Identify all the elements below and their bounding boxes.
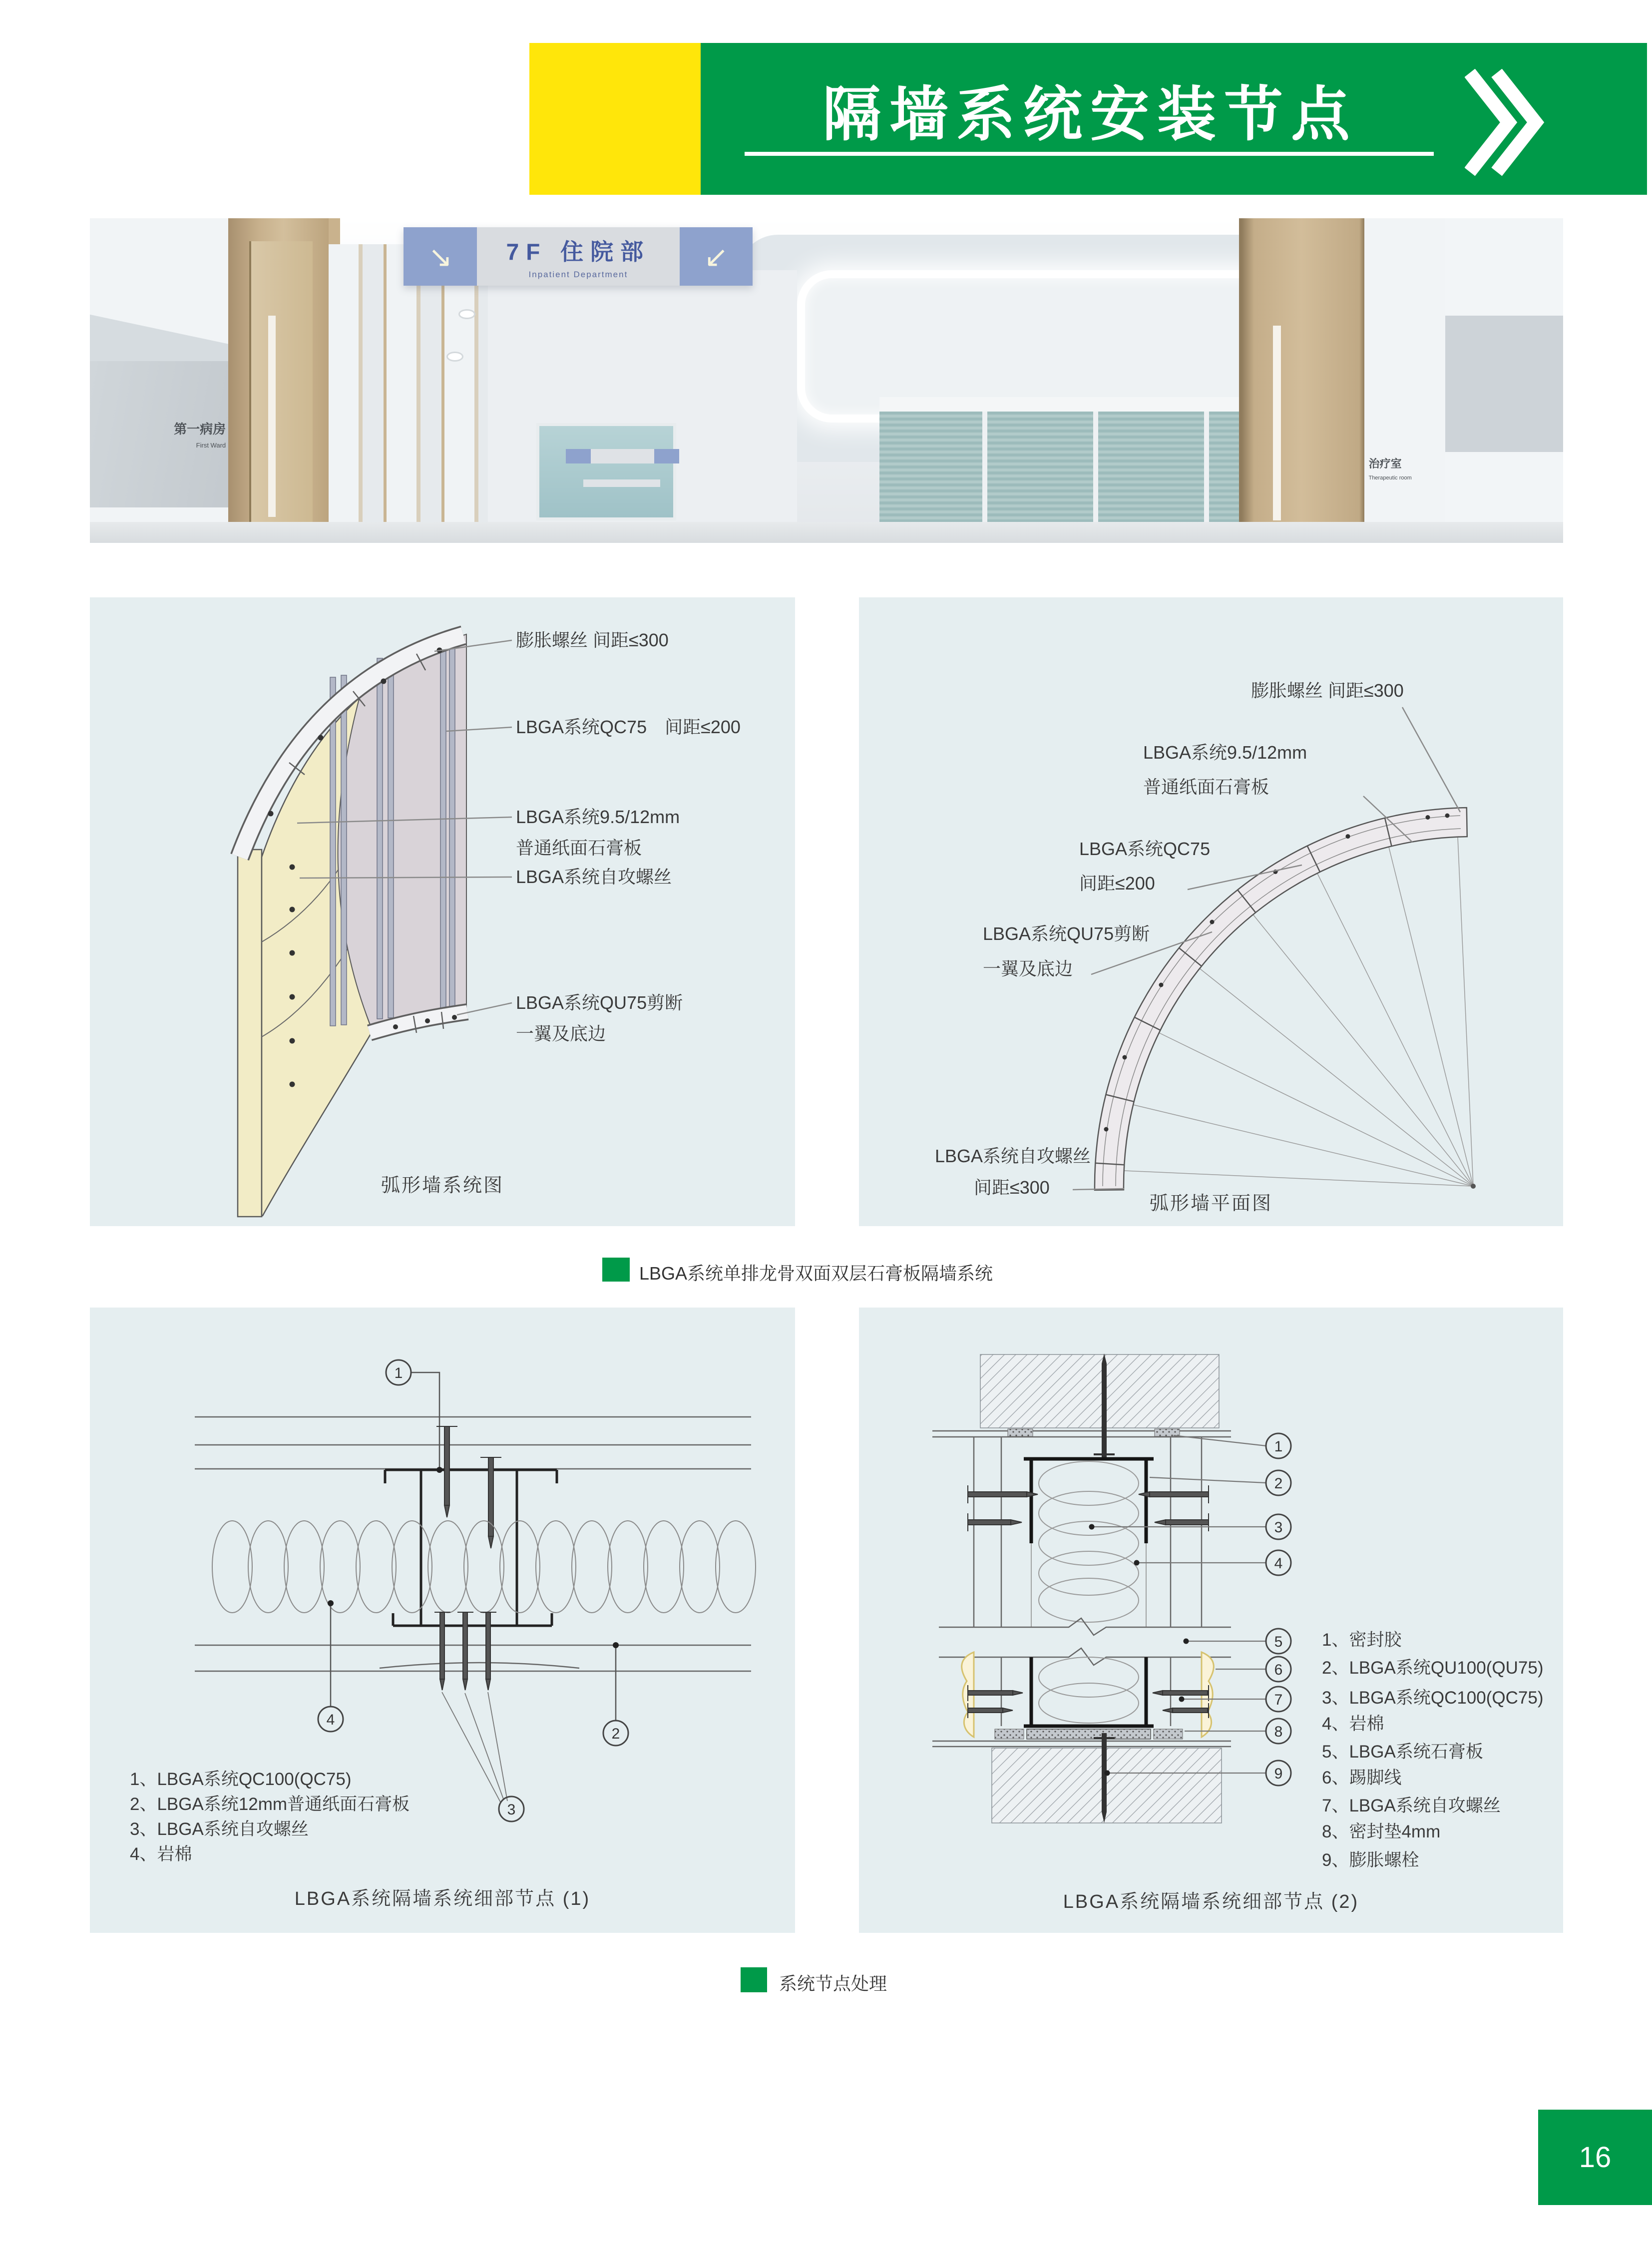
callout-number: 2	[1274, 1475, 1283, 1492]
legend-item: 1、密封胶	[1322, 1630, 1402, 1650]
photo-door-window	[268, 316, 276, 517]
callout-number: 2	[611, 1726, 620, 1742]
room-sign-text: 第一病房	[174, 422, 226, 437]
legend-item: 1、LBGA系统QC100(QC75)	[130, 1770, 352, 1789]
label-qu75-b: 一翼及底边	[983, 958, 1073, 979]
photo-floor	[90, 522, 1563, 543]
label-self-tapping-b: 间距≤300	[974, 1177, 1050, 1198]
sign-dept: 住院部	[560, 238, 651, 265]
green-bullet-square	[741, 1967, 767, 1992]
glass-mullion	[982, 412, 987, 525]
callout-number: 1	[1274, 1438, 1283, 1455]
callout-number: 3	[1274, 1519, 1283, 1536]
label-qc75: LBGA系统QC75 间距≤200	[516, 717, 741, 737]
green-bullet-square	[602, 1258, 630, 1282]
callout-number: 4	[1274, 1555, 1283, 1572]
label-self-tapping-a: LBGA系统自攻螺丝	[935, 1146, 1091, 1166]
callout-number: 1	[394, 1365, 403, 1381]
detail-node1-panel	[90, 1308, 795, 1933]
legend-item: 5、LBGA系统石膏板	[1322, 1742, 1483, 1762]
label-board-b: 普通纸面石膏板	[1143, 777, 1269, 797]
label-qu75-a: LBGA系统QU75剪断	[516, 992, 683, 1013]
arc-wall-plan-drawing	[859, 597, 1563, 1226]
label-board-a: LBGA系统9.5/12mm	[1143, 742, 1307, 763]
photo-right-door	[1239, 218, 1364, 543]
label-qc75-b: 间距≤200	[1079, 873, 1155, 894]
callout-number: 9	[1274, 1766, 1283, 1782]
legend-item: 8、密封垫4mm	[1322, 1822, 1441, 1841]
detail-node2-panel	[859, 1308, 1563, 1933]
photo-right-band	[1445, 316, 1563, 452]
photo-left-room-sign	[90, 361, 233, 507]
legend-item: 6、踢脚线	[1322, 1768, 1402, 1788]
legend-item: 2、LBGA系统12mm普通纸面石膏板	[130, 1794, 410, 1814]
page-title: 隔墙系统安装节点	[822, 82, 1358, 148]
ceiling-direction-sign	[404, 227, 753, 286]
callout-number: 6	[1274, 1662, 1283, 1678]
page-number-box	[1538, 2110, 1652, 2205]
legend-item: 9、膨胀螺栓	[1322, 1850, 1419, 1870]
ceiling-spot-light	[458, 309, 475, 319]
header-banner	[701, 43, 1647, 195]
callout-number: 3	[507, 1801, 516, 1818]
legend-item: 3、LBGA系统自攻螺丝	[130, 1819, 309, 1839]
glass-mullion	[1093, 412, 1098, 525]
legend-item: 4、岩棉	[130, 1844, 192, 1864]
label-board-b: 普通纸面石膏板	[516, 838, 642, 858]
room-sign-text-en: Therapeutic room	[1368, 475, 1412, 481]
arc-wall-system-drawing	[90, 597, 795, 1226]
sign-arrow-block	[654, 449, 679, 464]
callout-number: 4	[326, 1712, 335, 1728]
glass-mullion	[1204, 412, 1209, 525]
label-qu75-a: LBGA系统QU75剪断	[983, 923, 1150, 944]
sign-floor: 7F	[506, 238, 547, 265]
arc-wall-system-panel	[90, 597, 795, 1226]
corridor-photo	[90, 218, 1563, 543]
photo-corridor-doors	[329, 244, 489, 523]
legend-item: 3、LBGA系统QC100(QC75)	[1322, 1688, 1544, 1708]
sign-middle	[591, 449, 654, 464]
photo-right-room-sign	[1369, 426, 1437, 510]
legend-item: 4、岩棉	[1322, 1714, 1384, 1734]
callout-number: 8	[1274, 1724, 1283, 1740]
label-board-a: LBGA系统9.5/12mm	[516, 807, 680, 827]
callout-number: 5	[1274, 1634, 1283, 1650]
header-yellow-block	[529, 43, 701, 195]
sign-floor-dept	[506, 234, 650, 267]
photo-wood-door	[249, 241, 313, 543]
label-qc75-a: LBGA系统QC75	[1079, 839, 1211, 859]
sign-arrow-icon: ↘	[404, 227, 477, 286]
sign-dept-en: Inpatient Department	[528, 269, 628, 279]
panel-caption: LBGA系统隔墙系统细部节点 (2)	[1063, 1891, 1359, 1912]
double-chevron-icon	[1465, 69, 1545, 176]
photo-right-door-window	[1273, 326, 1281, 520]
callout-number: 7	[1274, 1692, 1283, 1708]
ceiling-direction-sign-far	[566, 449, 679, 464]
panel-caption: 弧形墙平面图	[1149, 1193, 1272, 1214]
room-sign-text-en: First Ward	[196, 442, 226, 449]
ceiling-direction-sign-farther	[583, 479, 660, 486]
section2-footer-label: 系统节点处理	[779, 1973, 887, 1994]
section1-footer-label: LBGA系统单排龙骨双面双层石膏板隔墙系统	[639, 1263, 993, 1284]
ceiling-spot-light	[446, 352, 463, 362]
room-sign-text: 治疗室	[1368, 457, 1402, 470]
label-self-tapping-screw: LBGA系统自攻螺丝	[516, 867, 672, 887]
page-number: 16	[1579, 2141, 1612, 2174]
legend-item: 7、LBGA系统自攻螺丝	[1322, 1796, 1501, 1815]
sign-arrow-block	[566, 449, 591, 464]
panel-caption: 弧形墙系统图	[381, 1175, 504, 1196]
label-expansion-screw: 膨胀螺丝 间距≤300	[516, 630, 669, 650]
legend-item: 2、LBGA系统QU100(QU75)	[1322, 1658, 1544, 1678]
label-qu75-b: 一翼及底边	[516, 1023, 606, 1044]
sign-arrow-icon: ↙	[680, 227, 753, 286]
detail-node2-drawing	[859, 1308, 1563, 1933]
arc-wall-plan-panel	[859, 597, 1563, 1226]
title-underline	[745, 152, 1434, 156]
label-expansion-screw: 膨胀螺丝 间距≤300	[1251, 680, 1404, 701]
photo-far-glass-door	[536, 423, 676, 520]
panel-caption: LBGA系统隔墙系统细部节点 (1)	[294, 1888, 591, 1909]
